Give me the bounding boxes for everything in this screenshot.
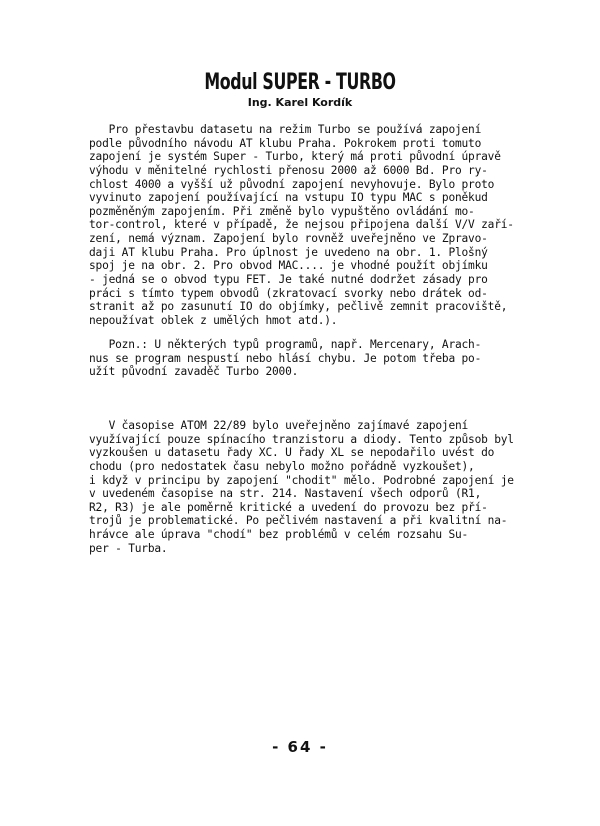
text-line: R2, R3) je ale poměrně kritické a uvedení do provozu bez pří- xyxy=(89,500,488,514)
text-line: pozměněným zapojením. Při změně bylo vypuštěno ovládání mo- xyxy=(89,204,475,218)
text-line: práci s tímto typem obvodů (zkratovací svorky nebo drátek od- xyxy=(89,286,488,300)
text-line: - jedná se o obvod typu FET. Je také nutné dodržet zásady pro xyxy=(89,273,488,287)
text-line: vyvinuto zapojení používající na vstupu IO typu MAC s poněkud xyxy=(89,191,488,205)
text-line: zení, nemá význam. Zapojení bylo rovněž uveřejněno ve Zpravo- xyxy=(89,232,488,246)
text-line: tor-control, které v případě, že nejsou připojena další V/V zaří- xyxy=(89,218,514,232)
text-line: užít původní zavaděč Turbo 2000. xyxy=(89,365,299,379)
text-line: vyzkoušen u datasetu řady XC. U řady XL se nepodařilo uvést do xyxy=(89,446,495,460)
text-line: per - Turba. xyxy=(89,541,168,555)
paragraph-atom xyxy=(89,419,519,555)
text-line: výhodu v měnitelné rychlosti přenosu 2000 až 6000 Bd. Pro ry- xyxy=(89,163,488,177)
text-line: chodu (pro nedostatek času nebylo možno pořádně vyzkoušet), xyxy=(89,459,475,473)
text-line: Pozn.: U některých typů programů, např. Mercenary, Arach- xyxy=(89,338,482,351)
text-line: spoj je na obr. 2. Pro obvod MAC.... je vhodné použít objímku xyxy=(89,259,488,273)
article-author: Ing. Karel Kordík xyxy=(247,96,353,109)
text-line: hrávce ale úprava "chodí" bez problémů v celém rozsahu Su- xyxy=(89,528,469,542)
text-line: Pro přestavbu datasetu na režim Turbo se používá zapojení xyxy=(89,123,482,136)
text-line: i když v principu by zapojení "chodit" mělo. Podrobné zapojení je xyxy=(89,473,514,487)
text-line: nus se program nespustí nebo hlásí chybu. Je potom třeba po- xyxy=(89,351,482,365)
paragraph-note xyxy=(89,338,519,379)
text-line: zapojení je systém Super - Turbo, který má proti původní úpravě xyxy=(89,150,501,164)
text-line: daji AT klubu Praha. Pro úplnost je uvedeno na obr. 1. Plošný xyxy=(89,245,488,259)
paragraph-intro xyxy=(89,123,519,328)
text-line: podle původního návodu AT klubu Praha. Pokrokem proti tomuto xyxy=(89,136,482,150)
article-title: Modul SUPER - TURBO xyxy=(204,70,396,95)
text-line: V časopise ATOM 22/89 bylo uveřejněno zajímavé zapojení xyxy=(89,419,469,432)
text-line: v uvedeném časopise na str. 214. Nastavení všech odporů (R1, xyxy=(89,487,482,501)
text-line: využívající pouze spínacího tranzistoru a diody. Tento způsob byl xyxy=(89,432,514,446)
text-line: trojů je problematické. Po pečlivém nastavení a při kvalitní na- xyxy=(89,514,508,528)
text-line: chlost 4000 a vyšší už původní zapojení nevyhovuje. Bylo proto xyxy=(89,177,495,191)
text-line: nepoužívat oblek z umělých hmot atd.). xyxy=(89,313,338,327)
page-number: - 64 - xyxy=(272,738,328,756)
text-line: stranit až po zasunutí IO do objímky, pečlivě zemnit pracoviště, xyxy=(89,300,508,314)
